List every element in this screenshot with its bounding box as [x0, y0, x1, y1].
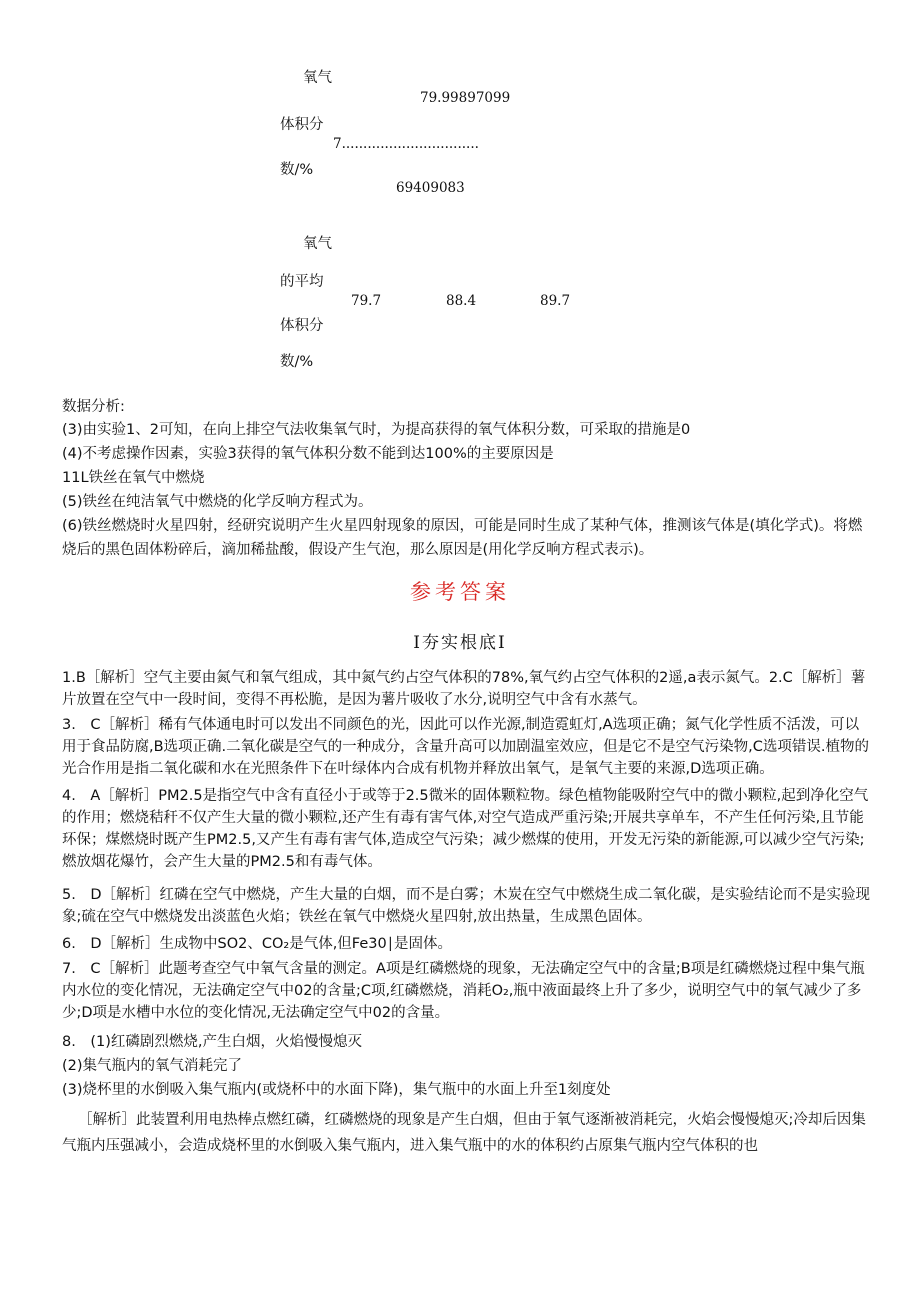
question-6: (6)铁丝燃烧时火星四射，经研究说明产生火星四射现象的原因，可能是同时生成了某种气体，推测该气体是(填化学式)。将燃烧后的黑色固体粉碎后，滴加稀盐酸，假设产生气泡，那么原因是(用化学反响方程式表示)。 — [62, 518, 863, 558]
answer-8-3: (3)烧杯里的水倒吸入集气瓶内(或烧杯中的水面下降)，集气瓶中的水面上升至1刻度处 — [62, 1082, 611, 1098]
answer-8-1: 8. (1)红磷剧烈燃烧,产生白烟，火焰慢慢熄灭 — [62, 1034, 362, 1050]
table-row1-label-line2: 体积分 — [280, 117, 324, 133]
answer-4: 4. A［解析］PM2.5是指空气中含有直径小于或等于2.5微米的固体颗粒物。绿色植物能吸附空气中的微小颗粒,起到净化空气的作用；燃烧秸秆不仅产生大量的微小颗粒,还产生有毒有害气体,对空气造成严重污染;开展共享单车，不产生任何污染,且节能环保；煤燃烧时既产生PM2.5,又产生有毒有害气体,造成空气污染；减少燃煤的使用，开发无污染的新能源,可以减少空气污染;燃放烟花爆竹，会产生大量的PM2.5和有毒气体。 — [62, 788, 869, 870]
question-5: (5)铁丝在纯洁氧气中燃烧的化学反响方程式为。 — [62, 494, 373, 510]
question-4: (4)不考虑操作因素，实验3获得的氧气体积分数不能到达100%的主要原因是 — [62, 446, 554, 462]
table-row2-label-line1: 氧气 — [303, 236, 332, 252]
section-iron-burning: 11L铁丝在氧气中燃烧 — [62, 470, 205, 486]
question-3: (3)由实验1、2可知，在向上排空气法收集氧气时，为提高获得的氧气体积分数，可采取的措施是0 — [62, 422, 691, 438]
table-row1-label-line3: 数/% — [280, 162, 314, 178]
table-row1-value-1: 79.99897099 — [420, 90, 511, 106]
answer-8-2: (2)集气瓶内的氧气消耗完了 — [62, 1058, 243, 1074]
table-row2-value-1: 79.7 — [351, 293, 382, 309]
table-row2-label-line2: 的平均 — [280, 274, 324, 290]
table-row1-value-3: 69409083 — [396, 180, 465, 196]
table-row1-value-2: 7................................ — [333, 136, 479, 152]
answer-7: 7. C［解析］此题考查空气中氧气含量的测定。A项是红磷燃烧的现象，无法确定空气中的含量;B项是红磷燃烧过程中集气瓶内水位的变化情况，无法确定空气中02的含量;C项,红磷燃烧，消耗O₂,瓶中液面最终上升了多少，说明空气中的氧气减少了多少;D项是水槽中水位的变化情况,无法确定空气中02的含量。 — [62, 961, 865, 1021]
answer-3: 3. C［解析］稀有气体通电时可以发出不同颜色的光，因此可以作光源,制造霓虹灯,A选项正确；氮气化学性质不活泼，可以用于食品防腐,B选项正确.二氧化碳是空气的一种成分，含量升高可以加剧温室效应，但是它不是空气污染物,C选项错误.植物的光合作用是指二氧化碳和水在光照条件下在叶绿体内合成有机物并释放出氧气，是氧气主要的来源,D选项正确。 — [62, 717, 870, 777]
table-row2-value-3: 89.7 — [540, 293, 571, 309]
table-row2-label-line3: 体积分 — [280, 318, 324, 334]
answer-8-analysis: ［解析］此装置利用电热棒点燃红磷，红磷燃烧的现象是产生白烟，但由于氧气逐渐被消耗完，火焰会慢慢熄灭;冷却后因集气瓶内压强减小，会造成烧杯里的水倒吸入集气瓶内，进入集气瓶中的水的体积约占原集气瓶内空气体积的也 — [62, 1112, 866, 1154]
answers-title: 参考答案 — [410, 580, 510, 604]
answer-1-2: 1.B［解析］空气主要由氮气和氧气组成，其中氮气约占空气体积的78%,氧气约占空气体积的2遥,a表示氮气。2.C［解析］薯片放置在空气中一段时间，变得不再松脆，是因为薯片吸收了水分,说明空气中含有水蒸气。 — [62, 670, 866, 708]
table-row1-label-line1: 氧气 — [303, 70, 332, 86]
answers-subtitle: I夯实根底I — [413, 633, 507, 653]
answer-5: 5. D［解析］红磷在空气中燃烧，产生大量的白烟，而不是白雾；木炭在空气中燃烧生成二氧化碳，是实验结论而不是实验现象;硫在空气中燃烧发出淡蓝色火焰；铁丝在氧气中燃烧火星四射,放出热量，生成黑色固体。 — [62, 887, 870, 925]
analysis-heading: 数据分析: — [62, 399, 125, 415]
answer-6: 6. D［解析］生成物中SO2、CO₂是气体,但Fe30∣是固体。 — [62, 936, 452, 952]
table-row2-value-2: 88.4 — [446, 293, 477, 309]
table-row2-label-line4: 数/% — [280, 354, 314, 370]
